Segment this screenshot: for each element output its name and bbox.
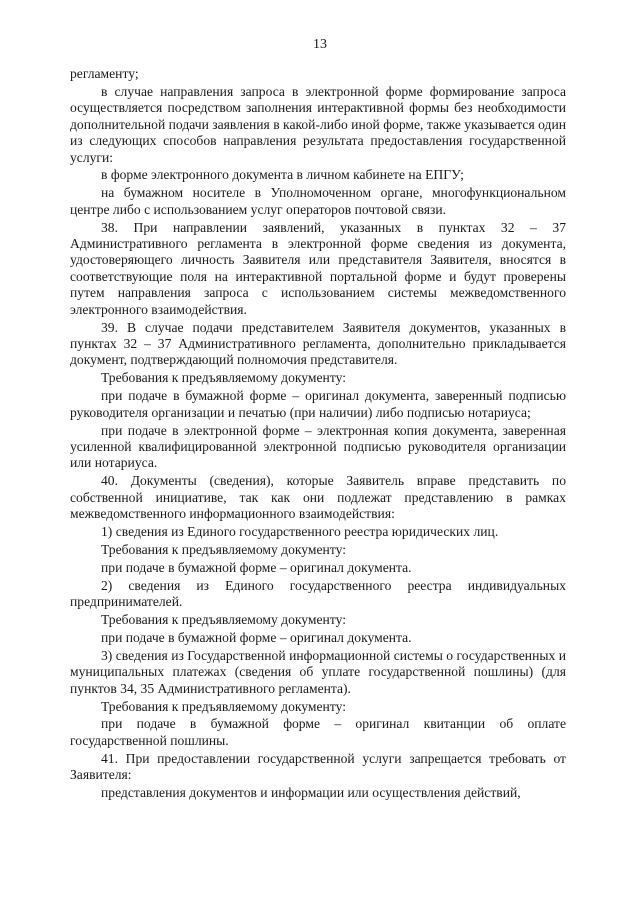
paragraph: при подаче в бумажной форме – оригинал документа, заверенный подписью руководителя организации и печатью (при наличии) либо подписью нотариуса; <box>70 388 566 420</box>
paragraph: при подаче в бумажной форме – оригинал документа. <box>101 559 412 575</box>
paragraph: 3) сведения из Государственной информационной системы о государственных и муниципальных платежах (сведения об уплате государственной пошлины) (для пунктов 34, 35 Административного регламента). <box>70 647 566 696</box>
paragraph: 39. В случае подачи представителем Заявителя документов, указанных в пунктах 32 – 37 Административного регламента, дополнительно прикладывается документ, подтверждающий полномочия представителя. <box>70 319 566 368</box>
paragraph: Требования к предъявляемому документу: <box>101 541 346 557</box>
page-number: 13 <box>313 37 327 52</box>
paragraph: 2) сведения из Единого государственного реестра индивидуальных предпринимателей. <box>70 577 566 610</box>
paragraph: в форме электронного документа в личном кабинете на ЕПГУ; <box>101 167 464 183</box>
paragraph: при подаче в электронной форме – электронная копия документа, заверенная усиленной квалифицированной электронной подписью руководителя организации или нотариуса. <box>70 422 566 471</box>
paragraph: при подаче в бумажной форме – оригинал документа. <box>101 629 412 645</box>
paragraph: на бумажном носителе в Уполномоченном органе, многофункциональном центре либо с использованием услуг операторов почтовой связи. <box>70 185 566 217</box>
paragraph: 41. При предоставлении государственной услуги запрещается требовать от Заявителя: <box>70 750 566 783</box>
paragraph: 38. При направлении заявлений, указанных в пунктах 32 – 37 Административного регламента в электронной форме сведения из документа, удостоверяющего личность Заявителя или представителя Заявителя, вносятся в соответствующие поля на интерактивной портальной форме и будут проверены путем направления запроса с использованием системы межведомственного электронного взаимодействия. <box>70 219 566 317</box>
paragraph: Требования к предъявляемому документу: <box>101 370 346 386</box>
document-body <box>70 66 566 801</box>
paragraph: в случае направления запроса в электронной форме формирование запроса осуществляется посредством заполнения интерактивной формы без необходимости дополнительной подачи заявления в какой-либо иной форме, также указывается один из следующих способов направления результата предоставления государственной услуги: <box>70 83 566 165</box>
paragraph: при подаче в бумажной форме – оригинал квитанции об оплате государственной пошлины. <box>70 716 566 748</box>
paragraph: 1) сведения из Единого государственного реестра юридических лиц. <box>101 523 499 539</box>
paragraph: Требования к предъявляемому документу: <box>101 698 346 714</box>
paragraph: представления документов и информации или осуществления действий, <box>101 785 521 801</box>
paragraph: регламенту; <box>70 66 139 81</box>
paragraph: 40. Документы (сведения), которые Заявитель вправе представить по собственной инициативе, так как они подлежат представлению в рамках межведомственного информационного взаимодействия: <box>70 473 566 522</box>
paragraph: Требования к предъявляемому документу: <box>101 612 346 627</box>
